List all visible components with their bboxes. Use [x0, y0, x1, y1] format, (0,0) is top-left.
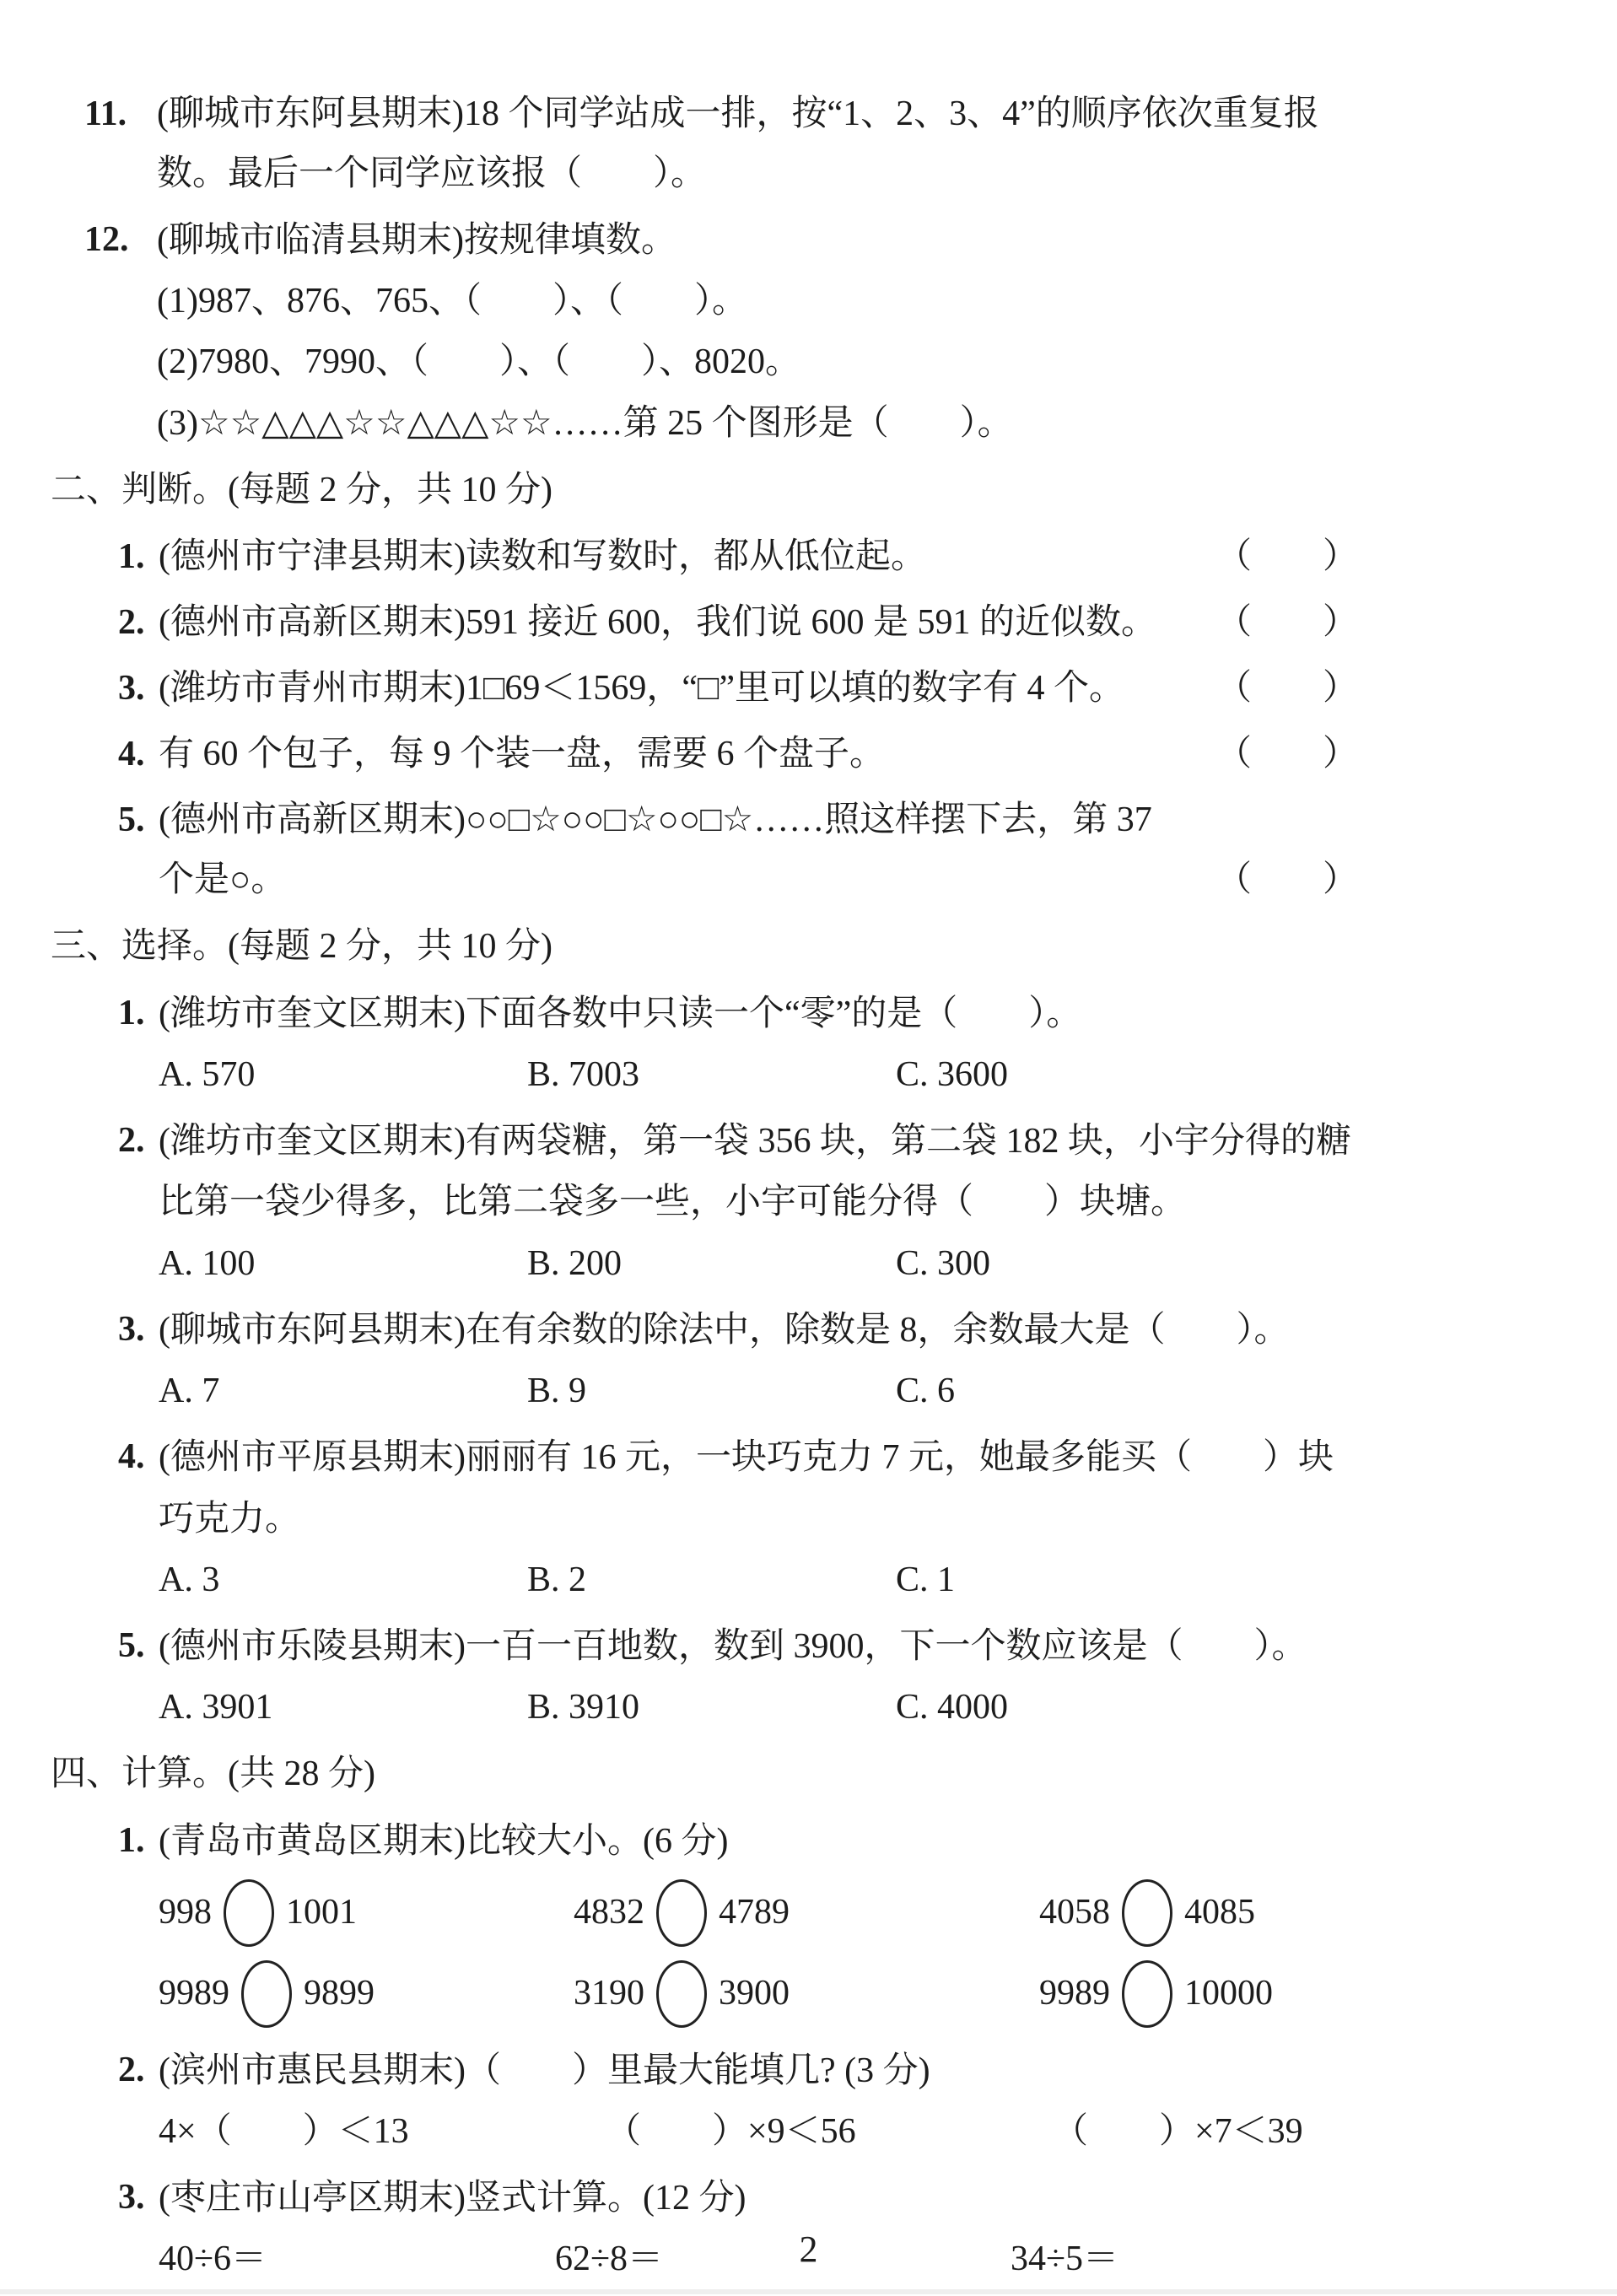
question-number: 2.: [118, 1121, 145, 1161]
question-number: 3.: [118, 2178, 145, 2218]
comparison-right-number: 9899: [304, 1974, 375, 2013]
option-c: C. 3600: [896, 1054, 1009, 1094]
question-12: [84, 210, 1358, 454]
question-11: [84, 84, 1358, 204]
option-b: B. 200: [527, 1243, 623, 1283]
question-text: (潍坊市奎文区期末)有两袋糖，第一袋 356 块，第二袋 182 块，小宇分得的糖比第一袋少得多，比第二袋多一些，小宇可能分得（ ）块塘。: [159, 1122, 1351, 1222]
judge-item-1: [118, 527, 1358, 587]
question-number: 2.: [118, 2050, 145, 2089]
option-c: C. 4000: [896, 1688, 1009, 1727]
section-choice-title: 三、选择。(每题 2 分，共 10 分): [51, 926, 552, 966]
choice-item-3: [118, 1300, 1358, 1421]
question-number: 3.: [118, 668, 145, 708]
answer-brackets: （ ）: [1215, 602, 1358, 642]
comparison-item: [574, 1960, 1039, 2028]
comparison-left-number: 3190: [574, 1974, 644, 2013]
option-b: B. 3910: [527, 1688, 640, 1727]
comparison-circle: [656, 1960, 707, 2028]
judge-item-2: [118, 593, 1358, 653]
question-body: [157, 210, 1358, 454]
expression-3: 34÷5＝: [1011, 2239, 1119, 2279]
expression-1: 4×（ ）＜13: [159, 2111, 409, 2151]
comparison-right-number: 3900: [719, 1974, 790, 2013]
judge-item-5: [118, 790, 1358, 910]
option-a: A. 3: [159, 1560, 220, 1599]
comparison-left-number: 4058: [1039, 1893, 1110, 1932]
comparison-circle: [656, 1879, 707, 1947]
expression-2: （ ）×9＜56: [606, 2111, 856, 2151]
answer-brackets: （ ）: [1215, 536, 1358, 576]
option-b: B. 9: [527, 1372, 587, 1411]
question-body: [159, 1300, 1358, 1421]
question-text: (德州市宁津县期末)读数和写数时，都从低位起。: [159, 536, 926, 576]
comparison-right-number: 1001: [286, 1893, 357, 1932]
question-number: 5.: [118, 1625, 145, 1665]
comparison-row-1: [159, 1873, 1358, 1954]
question-text: 有 60 个包子，每 9 个装一盘，需要 6 个盘子。: [159, 734, 886, 773]
option-c: C. 6: [896, 1372, 956, 1411]
question-number: 4.: [118, 1437, 145, 1477]
choice-item-5: [118, 1616, 1358, 1738]
question-number: 3.: [118, 1309, 145, 1349]
exam-content: [51, 84, 1358, 2296]
comparison-right-number: 4085: [1184, 1893, 1255, 1932]
question-body: [159, 1811, 1358, 2034]
comparison-right-number: 10000: [1184, 1974, 1273, 2013]
judge-line: [159, 659, 1358, 719]
question-text: (德州市高新区期末)591 接近 600，我们说 600 是 591 的近似数。: [159, 602, 1156, 642]
scan-bottom-edge: [0, 2289, 1617, 2294]
judge-line: [159, 593, 1358, 653]
question-body: [159, 984, 1358, 1105]
options-row: [159, 1233, 1358, 1294]
question-number: 1.: [118, 1821, 145, 1861]
comparison-left-number: 9989: [159, 1974, 229, 2013]
option-a: A. 100: [159, 1243, 256, 1283]
comparison-circle: [224, 1879, 274, 1947]
question-number: 4.: [118, 734, 145, 773]
question-number: 5.: [118, 800, 145, 839]
judge-line: [159, 790, 1358, 910]
expression-1: 40÷6＝: [159, 2239, 267, 2279]
choice-item-2: [118, 1111, 1358, 1294]
judge-item-4: [118, 725, 1358, 784]
fill-sub-item-2: (2)7980、7990、（ ）、（ ）、8020。: [157, 342, 800, 382]
option-a: A. 570: [159, 1054, 256, 1094]
options-row: [159, 1677, 1358, 1738]
question-body: [159, 1616, 1358, 1738]
fill-sub-item-3: (3)☆☆△△△☆☆△△△☆☆……第 25 个图形是（ ）。: [157, 403, 1013, 443]
question-number: 1.: [118, 536, 145, 576]
comparison-right-number: 4789: [719, 1893, 790, 1932]
expression-3: （ ）×7＜39: [1053, 2111, 1303, 2151]
answer-brackets: （ ）: [1215, 734, 1358, 773]
comparison-circle: [1122, 1960, 1172, 2028]
options-row: [159, 1044, 1358, 1105]
option-a: A. 3901: [159, 1688, 273, 1727]
question-number: 1.: [118, 993, 145, 1032]
options-row: [159, 1550, 1358, 1610]
answer-brackets: （ ）: [1215, 668, 1358, 708]
comparison-item: [1039, 1960, 1273, 2028]
question-text: (德州市乐陵县期末)一百一百地数，数到 3900，下一个数应该是（ ）。: [159, 1626, 1307, 1666]
question-text: (青岛市黄岛区期末)比较大小。(6 分): [159, 1822, 729, 1862]
calc-item-1: [118, 1811, 1358, 2034]
question-number: 2.: [118, 602, 145, 642]
choice-item-1: [118, 984, 1358, 1105]
expressions-row: [159, 2101, 1358, 2162]
option-b: B. 7003: [527, 1054, 640, 1094]
question-body: [159, 1111, 1358, 1294]
question-text: (聊城市东阿县期末)在有余数的除法中，除数是 8，余数最大是（ ）。: [159, 1310, 1290, 1350]
comparison-item: [574, 1879, 1039, 1947]
question-text: (潍坊市奎文区期末)下面各数中只读一个“零”的是（ ）。: [159, 994, 1082, 1033]
option-c: C. 1: [896, 1560, 956, 1599]
options-row: [159, 1361, 1358, 1421]
fill-sub-item-1: (1)987、876、765、（ ）、（ ）。: [157, 282, 747, 321]
question-body: [159, 1427, 1358, 1610]
question-number: 12.: [84, 219, 129, 259]
section-calc-title: 四、计算。(共 28 分): [51, 1754, 375, 1794]
section-judge-title: 二、判断。(每题 2 分，共 10 分): [51, 470, 552, 509]
comparison-circle: [1122, 1879, 1172, 1947]
question-text: (潍坊市青州市期末)1□69＜1569，“□”里可以填的数字有 4 个。: [159, 668, 1124, 708]
page-number: 2: [799, 2229, 818, 2271]
comparison-item: [159, 1960, 574, 2028]
question-text: (聊城市东阿县期末)18 个同学站成一排，按“1、2、3、4”的顺序依次重复报数。最后一个同学应该报（ ）。: [157, 94, 1319, 193]
choice-item-4: [118, 1427, 1358, 1610]
comparison-item: [159, 1879, 574, 1947]
question-text: (聊城市临清县期末)按规律填数。: [157, 220, 676, 260]
comparison-left-number: 9989: [1039, 1974, 1110, 2013]
answer-brackets: （ ）: [1215, 860, 1358, 899]
option-b: B. 2: [527, 1560, 587, 1599]
judge-line: [159, 725, 1358, 784]
question-text: (德州市平原县期末)丽丽有 16 元，一块巧克力 7 元，她最多能买（ ）块巧克力。: [159, 1438, 1334, 1539]
comparison-row-2: [159, 1954, 1358, 2035]
comparison-item: [1039, 1879, 1255, 1947]
judge-line: [159, 527, 1358, 587]
calc-item-2: [118, 2040, 1358, 2162]
question-body: [159, 2040, 1358, 2162]
expression-2: 62÷8＝: [555, 2239, 664, 2279]
comparison-left-number: 4832: [574, 1893, 644, 1932]
comparison-circle: [241, 1960, 292, 2028]
question-number: 11.: [84, 94, 127, 133]
option-c: C. 300: [896, 1243, 991, 1283]
question-text: (枣庄市山亭区期末)竖式计算。(12 分): [159, 2179, 747, 2218]
option-a: A. 7: [159, 1372, 220, 1411]
question-text: (德州市高新区期末)○○□☆○○□☆○○□☆……照这样摆下去，第 37 个是○。: [159, 800, 1152, 899]
judge-item-3: [118, 659, 1358, 719]
question-text: (滨州市惠民县期末)（ ）里最大能填几? (3 分): [159, 2051, 930, 2090]
comparison-left-number: 998: [159, 1893, 212, 1932]
